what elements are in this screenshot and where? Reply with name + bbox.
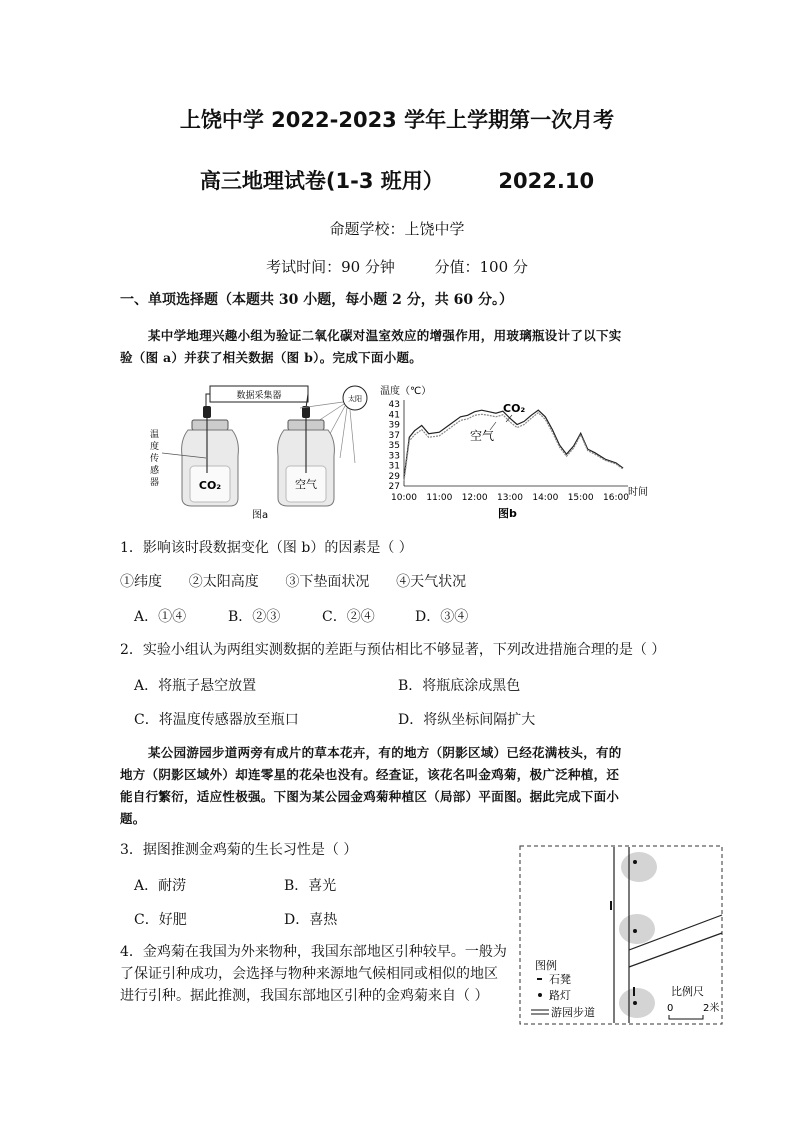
figure-b-caption: 图b <box>498 507 517 520</box>
q3-option-c[interactable]: C．好肥 <box>134 912 187 928</box>
flower-area <box>619 914 655 944</box>
y-tick-label: 41 <box>388 410 400 421</box>
sun-label: 太阳 <box>348 395 362 403</box>
q4-line2: 了保证引种成功，会选择与物种来源地气候相同或相似的地区 <box>120 966 498 982</box>
q2-option-c[interactable]: C．将温度传感器放至瓶口 <box>134 712 299 728</box>
series-co2-line <box>404 410 623 478</box>
sensor-label <box>150 429 159 488</box>
bench-icon <box>633 987 635 996</box>
y-tick-label: 39 <box>388 420 400 431</box>
q1-option-b[interactable]: B．②③ <box>228 609 281 625</box>
exam-score: 分值：100 分 <box>434 258 528 276</box>
legend-bench: 石凳 <box>549 973 571 986</box>
x-tick-label: 11:00 <box>426 493 453 503</box>
svg-text:器: 器 <box>150 478 160 488</box>
y-tick-label: 43 <box>388 400 400 410</box>
q1-option-c[interactable]: C．②④ <box>322 609 375 625</box>
svg-text:温: 温 <box>150 430 160 440</box>
collector-label: 数据采集器 <box>236 391 282 401</box>
legend-title: 图例 <box>535 959 557 972</box>
x-tick-label: 10:00 <box>391 493 417 503</box>
legend-air: 空气 <box>470 429 495 443</box>
legend-lamp: 路灯 <box>549 989 571 1002</box>
q4-line3: 进行引种。据此推测，我国东部地区引种的金鸡菊来自（ ） <box>120 988 489 1004</box>
park-map <box>519 845 723 1025</box>
passage2-line1: 某公园游园步道两旁有成片的草本花卉，有的地方（阴影区域）已经花满枝头，有的 <box>148 745 622 760</box>
exam-time: 考试时间：90 分钟 <box>266 258 395 276</box>
passage1-line2: 验（图 a）并获了相关数据（图 b）。完成下面小题。 <box>120 350 423 365</box>
q3-option-b[interactable]: B．喜光 <box>284 878 337 894</box>
flower-area <box>621 852 657 882</box>
q3-stem: 3．据图推测金鸡菊的生长习性是（ ） <box>120 842 358 858</box>
q2-stem: 2．实验小组认为两组实测数据的差距与预估相比不够显著，下列改进措施合理的是（ ） <box>120 642 666 658</box>
air-jar <box>278 418 335 506</box>
figure-a-experiment <box>140 378 380 523</box>
y-tick-label: 29 <box>388 471 400 482</box>
x-tick-label: 12:00 <box>461 493 488 503</box>
q2-option-b[interactable]: B．将瓶底涂成黑色 <box>398 678 521 694</box>
exam-subtitle-class: 高三地理试卷(1-3 班用） <box>199 169 444 193</box>
figure-b-chart <box>380 382 660 522</box>
q3-option-d[interactable]: D．喜热 <box>284 912 338 928</box>
q1-stem: 1．影响该时段数据变化（图 b）的因素是（ ） <box>120 540 413 556</box>
q1-option-a[interactable]: A．①④ <box>134 609 187 625</box>
x-axis-label: 时间 <box>628 487 648 498</box>
q4-line1: 4．金鸡菊在我国为外来物种，我国东部地区引种较早。一般为 <box>120 944 507 960</box>
y-tick-label: 31 <box>388 461 400 472</box>
q1-factors: ①纬度 ②太阳高度 ③下垫面状况 ④天气状况 <box>120 574 467 590</box>
school-line: 命题学校：上饶中学 <box>329 220 465 238</box>
q3-option-a[interactable]: A．耐涝 <box>134 878 187 894</box>
scale-zero: 0 <box>667 1003 674 1014</box>
air-jar-label: 空气 <box>295 478 317 491</box>
y-tick-label: 33 <box>388 451 400 462</box>
svg-text:感: 感 <box>150 466 160 476</box>
series-air-line <box>404 413 623 481</box>
x-tick-label: 13:00 <box>497 493 523 503</box>
exam-title: 上饶中学 2022-2023 学年上学期第一次月考 <box>179 108 615 132</box>
section-heading: 一、单项选择题（本题共 30 小题，每小题 2 分，共 60 分。） <box>120 292 513 308</box>
legend-bench-icon <box>537 978 542 980</box>
passage2-line3: 能自行繁衍，适应性极强。下图为某公园金鸡菊种植区（局部）平面图。据此完成下面小 <box>120 789 620 804</box>
bench-icon <box>610 901 612 910</box>
svg-text:传: 传 <box>150 454 160 464</box>
y-tick-label: 35 <box>388 441 400 451</box>
q1-option-d[interactable]: D．③④ <box>415 609 469 625</box>
lamp-icon <box>633 860 637 864</box>
y-tick-label: 27 <box>388 482 400 492</box>
y-axis-label: 温度（℃） <box>380 386 432 397</box>
x-tick-label: 16:00 <box>603 493 629 503</box>
passage1-line1: 某中学地理兴趣小组为验证二氧化碳对温室效应的增强作用，用玻璃瓶设计了以下实 <box>148 328 622 343</box>
scale-title: 比例尺 <box>671 985 704 998</box>
svg-text:度: 度 <box>150 442 160 452</box>
y-tick-label: 37 <box>388 430 400 441</box>
legend-co2: CO₂ <box>503 402 526 415</box>
co2-jar <box>182 418 239 506</box>
figure-a-caption: 图a <box>252 510 269 521</box>
x-tick-label: 14:00 <box>532 493 559 503</box>
exam-subtitle <box>0 165 794 195</box>
exam-date: 2022.10 <box>498 169 595 193</box>
x-tick-label: 15:00 <box>567 493 594 503</box>
legend-path: 游园步道 <box>551 1006 595 1019</box>
co2-jar-label: CO₂ <box>198 479 222 492</box>
lamp-icon <box>633 929 637 933</box>
legend-lamp-icon <box>538 993 542 997</box>
q2-option-d[interactable]: D．将纵坐标间隔扩大 <box>398 712 536 728</box>
scale-end: 2米 <box>703 1003 720 1014</box>
lamp-icon <box>633 1001 637 1005</box>
q2-option-a[interactable]: A．将瓶子悬空放置 <box>134 678 257 694</box>
passage2-line4: 题。 <box>120 811 146 826</box>
passage2-line2: 地方（阴影区域外）却连零星的花朵也没有。经查证，该花名叫金鸡菊，极广泛种植，还 <box>120 767 620 782</box>
time-score-line <box>0 256 794 277</box>
